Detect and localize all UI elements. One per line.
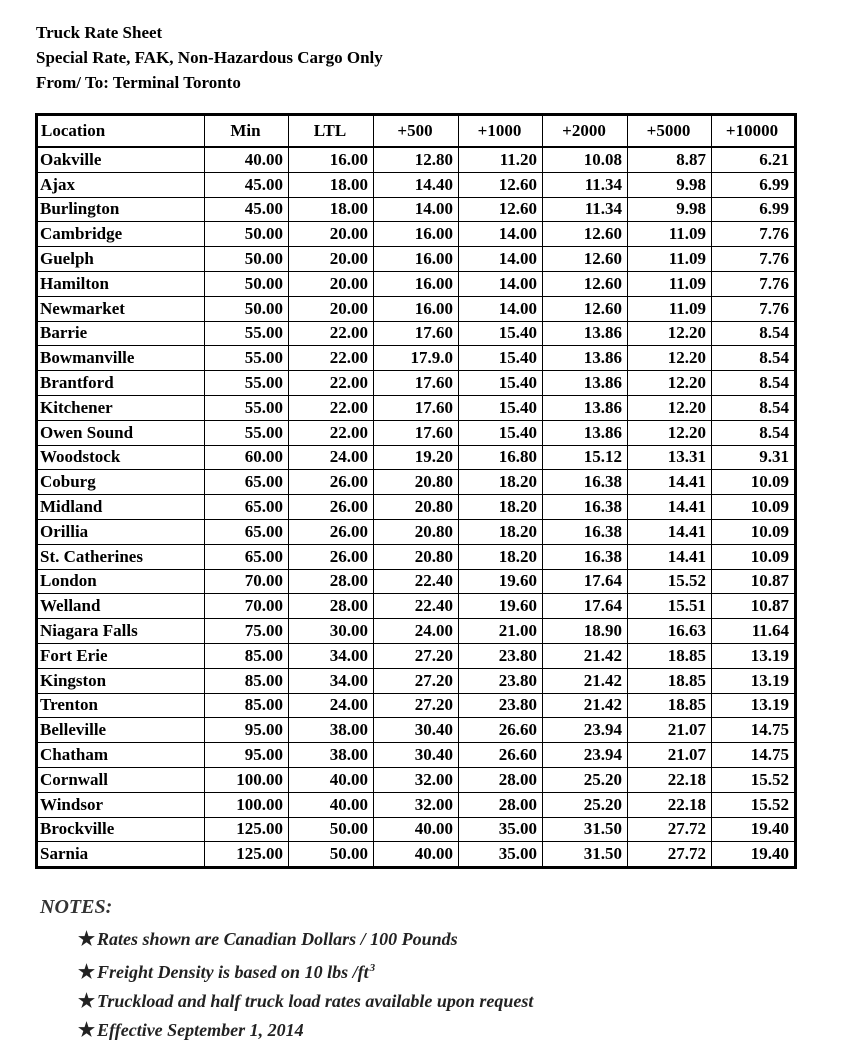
cell-rate-5000: 14.41 bbox=[628, 544, 712, 569]
cell-rate-5000: 9.98 bbox=[628, 197, 712, 222]
cell-rate-500: 32.00 bbox=[374, 767, 459, 792]
document-subtitle: Special Rate, FAK, Non-Hazardous Cargo Only bbox=[36, 48, 383, 67]
star-icon: ★ bbox=[78, 991, 96, 1012]
cell-rate-500: 16.00 bbox=[374, 271, 459, 296]
table-row bbox=[37, 519, 796, 544]
cell-min: 70.00 bbox=[205, 569, 289, 594]
cell-ltl: 40.00 bbox=[289, 792, 374, 817]
cell-location: Kitchener bbox=[37, 395, 205, 420]
cell-rate-5000: 15.51 bbox=[628, 594, 712, 619]
cell-location: Brockville bbox=[37, 817, 205, 842]
cell-ltl: 22.00 bbox=[289, 371, 374, 396]
star-icon: ★ bbox=[78, 1020, 96, 1041]
cell-rate-2000: 23.94 bbox=[543, 743, 628, 768]
cell-rate-10000: 6.99 bbox=[712, 197, 796, 222]
cell-rate-1000: 26.60 bbox=[459, 718, 543, 743]
table-row bbox=[37, 619, 796, 644]
cell-rate-500: 12.80 bbox=[374, 147, 459, 172]
cell-rate-10000: 7.76 bbox=[712, 247, 796, 272]
cell-min: 125.00 bbox=[205, 817, 289, 842]
table-row bbox=[37, 321, 796, 346]
cell-rate-1000: 19.60 bbox=[459, 569, 543, 594]
cell-ltl: 20.00 bbox=[289, 222, 374, 247]
table-row bbox=[37, 817, 796, 842]
cell-min: 55.00 bbox=[205, 321, 289, 346]
cell-rate-500: 17.60 bbox=[374, 321, 459, 346]
cell-min: 70.00 bbox=[205, 594, 289, 619]
cell-ltl: 38.00 bbox=[289, 718, 374, 743]
notes-title: NOTES: bbox=[40, 896, 113, 918]
table-row bbox=[37, 495, 796, 520]
cell-location: Midland bbox=[37, 495, 205, 520]
cell-min: 55.00 bbox=[205, 371, 289, 396]
cell-rate-1000: 35.00 bbox=[459, 842, 543, 868]
cell-ltl: 34.00 bbox=[289, 668, 374, 693]
cell-location: Trenton bbox=[37, 693, 205, 718]
cell-rate-10000: 10.87 bbox=[712, 594, 796, 619]
cell-rate-2000: 13.86 bbox=[543, 395, 628, 420]
cell-min: 50.00 bbox=[205, 222, 289, 247]
notes-section bbox=[40, 896, 533, 1045]
cell-ltl: 28.00 bbox=[289, 594, 374, 619]
table-row bbox=[37, 842, 796, 868]
cell-min: 85.00 bbox=[205, 643, 289, 668]
cell-location: Bowmanville bbox=[37, 346, 205, 371]
cell-location: Niagara Falls bbox=[37, 619, 205, 644]
column-header-5000: +5000 bbox=[628, 115, 712, 148]
cell-min: 65.00 bbox=[205, 519, 289, 544]
column-header-min: Min bbox=[205, 115, 289, 148]
cell-rate-1000: 14.00 bbox=[459, 222, 543, 247]
cell-rate-5000: 8.87 bbox=[628, 147, 712, 172]
cell-rate-10000: 13.19 bbox=[712, 668, 796, 693]
cell-rate-5000: 21.07 bbox=[628, 743, 712, 768]
cell-rate-5000: 11.09 bbox=[628, 247, 712, 272]
cell-location: Oakville bbox=[37, 147, 205, 172]
cell-rate-2000: 12.60 bbox=[543, 247, 628, 272]
cell-ltl: 24.00 bbox=[289, 445, 374, 470]
cell-rate-10000: 11.64 bbox=[712, 619, 796, 644]
cell-ltl: 26.00 bbox=[289, 519, 374, 544]
cell-location: Fort Erie bbox=[37, 643, 205, 668]
cell-rate-2000: 13.86 bbox=[543, 371, 628, 396]
cell-rate-5000: 15.52 bbox=[628, 569, 712, 594]
table-row bbox=[37, 693, 796, 718]
document-header bbox=[36, 20, 383, 95]
cell-rate-5000: 12.20 bbox=[628, 395, 712, 420]
cell-min: 55.00 bbox=[205, 395, 289, 420]
cell-rate-500: 27.20 bbox=[374, 668, 459, 693]
cell-ltl: 28.00 bbox=[289, 569, 374, 594]
cell-rate-10000: 8.54 bbox=[712, 420, 796, 445]
cell-rate-10000: 13.19 bbox=[712, 693, 796, 718]
note-text: Freight Density is based on 10 lbs /ft bbox=[97, 962, 369, 982]
cell-rate-5000: 14.41 bbox=[628, 470, 712, 495]
table-row bbox=[37, 445, 796, 470]
cell-location: Cornwall bbox=[37, 767, 205, 792]
cell-rate-5000: 12.20 bbox=[628, 321, 712, 346]
cell-location: Brantford bbox=[37, 371, 205, 396]
cell-location: St. Catherines bbox=[37, 544, 205, 569]
rate-table-body bbox=[37, 147, 796, 868]
cell-rate-1000: 12.60 bbox=[459, 197, 543, 222]
cell-rate-10000: 8.54 bbox=[712, 371, 796, 396]
cell-rate-5000: 18.85 bbox=[628, 693, 712, 718]
cell-ltl: 38.00 bbox=[289, 743, 374, 768]
cell-ltl: 22.00 bbox=[289, 346, 374, 371]
cell-rate-1000: 23.80 bbox=[459, 643, 543, 668]
cell-rate-1000: 26.60 bbox=[459, 743, 543, 768]
cell-rate-10000: 6.99 bbox=[712, 172, 796, 197]
cell-rate-1000: 16.80 bbox=[459, 445, 543, 470]
cell-rate-10000: 10.87 bbox=[712, 569, 796, 594]
cell-rate-5000: 14.41 bbox=[628, 495, 712, 520]
column-header-1000: +1000 bbox=[459, 115, 543, 148]
cell-location: Sarnia bbox=[37, 842, 205, 868]
cell-rate-10000: 10.09 bbox=[712, 544, 796, 569]
cell-rate-500: 24.00 bbox=[374, 619, 459, 644]
cell-rate-500: 17.9.0 bbox=[374, 346, 459, 371]
table-row bbox=[37, 767, 796, 792]
document-title: Truck Rate Sheet bbox=[36, 23, 163, 42]
note-text: Truckload and half truck load rates available upon request bbox=[97, 991, 534, 1011]
rate-table bbox=[35, 113, 797, 869]
cell-rate-5000: 12.20 bbox=[628, 371, 712, 396]
cell-rate-2000: 21.42 bbox=[543, 693, 628, 718]
cell-rate-5000: 11.09 bbox=[628, 222, 712, 247]
note-item bbox=[78, 925, 533, 954]
cell-location: Hamilton bbox=[37, 271, 205, 296]
cell-rate-5000: 18.85 bbox=[628, 643, 712, 668]
cell-location: Belleville bbox=[37, 718, 205, 743]
cell-rate-2000: 25.20 bbox=[543, 767, 628, 792]
table-row bbox=[37, 569, 796, 594]
cell-rate-1000: 14.00 bbox=[459, 271, 543, 296]
cell-rate-5000: 12.20 bbox=[628, 346, 712, 371]
cell-rate-500: 30.40 bbox=[374, 718, 459, 743]
cell-ltl: 18.00 bbox=[289, 172, 374, 197]
cell-rate-10000: 10.09 bbox=[712, 495, 796, 520]
cell-rate-10000: 19.40 bbox=[712, 817, 796, 842]
cell-rate-10000: 19.40 bbox=[712, 842, 796, 868]
cell-location: Chatham bbox=[37, 743, 205, 768]
cell-rate-5000: 12.20 bbox=[628, 420, 712, 445]
cell-rate-5000: 27.72 bbox=[628, 842, 712, 868]
cell-rate-500: 20.80 bbox=[374, 519, 459, 544]
cell-ltl: 26.00 bbox=[289, 544, 374, 569]
cell-rate-10000: 7.76 bbox=[712, 296, 796, 321]
table-row bbox=[37, 792, 796, 817]
table-row bbox=[37, 395, 796, 420]
cell-rate-5000: 11.09 bbox=[628, 271, 712, 296]
cell-min: 125.00 bbox=[205, 842, 289, 868]
cell-rate-1000: 18.20 bbox=[459, 519, 543, 544]
cell-rate-2000: 21.42 bbox=[543, 668, 628, 693]
cell-rate-2000: 16.38 bbox=[543, 470, 628, 495]
cell-ltl: 40.00 bbox=[289, 767, 374, 792]
cell-rate-2000: 12.60 bbox=[543, 222, 628, 247]
cell-rate-2000: 13.86 bbox=[543, 346, 628, 371]
cell-rate-2000: 11.34 bbox=[543, 172, 628, 197]
cell-location: Woodstock bbox=[37, 445, 205, 470]
cell-min: 60.00 bbox=[205, 445, 289, 470]
table-row bbox=[37, 222, 796, 247]
cell-rate-1000: 15.40 bbox=[459, 371, 543, 396]
cell-min: 45.00 bbox=[205, 197, 289, 222]
cell-ltl: 26.00 bbox=[289, 495, 374, 520]
cell-rate-10000: 15.52 bbox=[712, 792, 796, 817]
cell-rate-10000: 10.09 bbox=[712, 519, 796, 544]
column-header-500: +500 bbox=[374, 115, 459, 148]
cell-ltl: 20.00 bbox=[289, 247, 374, 272]
cell-min: 40.00 bbox=[205, 147, 289, 172]
header-row bbox=[37, 115, 796, 148]
cell-ltl: 18.00 bbox=[289, 197, 374, 222]
cell-min: 65.00 bbox=[205, 495, 289, 520]
cell-rate-2000: 15.12 bbox=[543, 445, 628, 470]
table-row bbox=[37, 271, 796, 296]
star-icon: ★ bbox=[78, 929, 96, 950]
table-row bbox=[37, 594, 796, 619]
cell-rate-500: 27.20 bbox=[374, 693, 459, 718]
cell-rate-1000: 18.20 bbox=[459, 495, 543, 520]
cell-location: Coburg bbox=[37, 470, 205, 495]
cell-min: 85.00 bbox=[205, 668, 289, 693]
cell-rate-500: 14.00 bbox=[374, 197, 459, 222]
cell-min: 50.00 bbox=[205, 271, 289, 296]
cell-rate-2000: 17.64 bbox=[543, 569, 628, 594]
cell-location: London bbox=[37, 569, 205, 594]
cell-min: 45.00 bbox=[205, 172, 289, 197]
cell-location: Windsor bbox=[37, 792, 205, 817]
cell-rate-500: 22.40 bbox=[374, 594, 459, 619]
cell-rate-2000: 18.90 bbox=[543, 619, 628, 644]
cell-rate-5000: 22.18 bbox=[628, 792, 712, 817]
cell-rate-10000: 15.52 bbox=[712, 767, 796, 792]
cell-rate-1000: 35.00 bbox=[459, 817, 543, 842]
cell-ltl: 22.00 bbox=[289, 321, 374, 346]
cell-location: Burlington bbox=[37, 197, 205, 222]
superscript-exponent: 3 bbox=[369, 962, 376, 974]
cell-location: Newmarket bbox=[37, 296, 205, 321]
cell-rate-5000: 22.18 bbox=[628, 767, 712, 792]
cell-rate-5000: 9.98 bbox=[628, 172, 712, 197]
cell-min: 95.00 bbox=[205, 743, 289, 768]
cell-rate-500: 17.60 bbox=[374, 371, 459, 396]
cell-rate-2000: 12.60 bbox=[543, 296, 628, 321]
table-row bbox=[37, 296, 796, 321]
cell-rate-10000: 10.09 bbox=[712, 470, 796, 495]
cell-min: 65.00 bbox=[205, 544, 289, 569]
cell-rate-10000: 8.54 bbox=[712, 395, 796, 420]
cell-ltl: 50.00 bbox=[289, 842, 374, 868]
table-row bbox=[37, 147, 796, 172]
cell-rate-2000: 16.38 bbox=[543, 495, 628, 520]
cell-rate-1000: 15.40 bbox=[459, 395, 543, 420]
cell-rate-2000: 17.64 bbox=[543, 594, 628, 619]
cell-ltl: 20.00 bbox=[289, 296, 374, 321]
cell-rate-2000: 21.42 bbox=[543, 643, 628, 668]
cell-rate-1000: 15.40 bbox=[459, 321, 543, 346]
cell-min: 50.00 bbox=[205, 296, 289, 321]
table-row bbox=[37, 420, 796, 445]
cell-rate-500: 20.80 bbox=[374, 495, 459, 520]
column-header-location: Location bbox=[37, 115, 205, 148]
cell-rate-1000: 14.00 bbox=[459, 296, 543, 321]
cell-ltl: 22.00 bbox=[289, 420, 374, 445]
cell-rate-500: 14.40 bbox=[374, 172, 459, 197]
note-text: Rates shown are Canadian Dollars / 100 Pounds bbox=[97, 929, 458, 949]
cell-min: 100.00 bbox=[205, 792, 289, 817]
table-row bbox=[37, 544, 796, 569]
cell-rate-1000: 28.00 bbox=[459, 767, 543, 792]
cell-rate-2000: 11.34 bbox=[543, 197, 628, 222]
cell-rate-1000: 11.20 bbox=[459, 147, 543, 172]
cell-rate-500: 19.20 bbox=[374, 445, 459, 470]
cell-rate-10000: 13.19 bbox=[712, 643, 796, 668]
cell-location: Barrie bbox=[37, 321, 205, 346]
cell-rate-10000: 7.76 bbox=[712, 271, 796, 296]
cell-rate-1000: 23.80 bbox=[459, 693, 543, 718]
cell-rate-2000: 10.08 bbox=[543, 147, 628, 172]
cell-ltl: 30.00 bbox=[289, 619, 374, 644]
cell-ltl: 20.00 bbox=[289, 271, 374, 296]
table-row bbox=[37, 172, 796, 197]
cell-location: Owen Sound bbox=[37, 420, 205, 445]
cell-rate-2000: 31.50 bbox=[543, 842, 628, 868]
cell-rate-1000: 28.00 bbox=[459, 792, 543, 817]
cell-rate-1000: 14.00 bbox=[459, 247, 543, 272]
cell-rate-5000: 16.63 bbox=[628, 619, 712, 644]
cell-rate-2000: 13.86 bbox=[543, 420, 628, 445]
cell-ltl: 24.00 bbox=[289, 693, 374, 718]
cell-rate-5000: 21.07 bbox=[628, 718, 712, 743]
cell-location: Guelph bbox=[37, 247, 205, 272]
cell-rate-2000: 31.50 bbox=[543, 817, 628, 842]
cell-min: 75.00 bbox=[205, 619, 289, 644]
cell-rate-500: 40.00 bbox=[374, 817, 459, 842]
cell-ltl: 26.00 bbox=[289, 470, 374, 495]
cell-rate-10000: 14.75 bbox=[712, 743, 796, 768]
cell-rate-2000: 23.94 bbox=[543, 718, 628, 743]
column-header-10000: +10000 bbox=[712, 115, 796, 148]
origin-line: From/ To: Terminal Toronto bbox=[36, 73, 241, 92]
cell-location: Cambridge bbox=[37, 222, 205, 247]
cell-rate-500: 30.40 bbox=[374, 743, 459, 768]
cell-rate-1000: 15.40 bbox=[459, 420, 543, 445]
note-text: Effective September 1, 2014 bbox=[97, 1020, 304, 1040]
cell-rate-500: 16.00 bbox=[374, 222, 459, 247]
cell-rate-2000: 16.38 bbox=[543, 544, 628, 569]
cell-rate-500: 20.80 bbox=[374, 544, 459, 569]
table-row bbox=[37, 643, 796, 668]
cell-rate-500: 17.60 bbox=[374, 395, 459, 420]
cell-rate-1000: 18.20 bbox=[459, 470, 543, 495]
cell-rate-5000: 13.31 bbox=[628, 445, 712, 470]
note-item bbox=[78, 954, 533, 987]
table-row bbox=[37, 470, 796, 495]
cell-min: 85.00 bbox=[205, 693, 289, 718]
cell-location: Welland bbox=[37, 594, 205, 619]
cell-location: Kingston bbox=[37, 668, 205, 693]
cell-rate-500: 40.00 bbox=[374, 842, 459, 868]
cell-rate-10000: 7.76 bbox=[712, 222, 796, 247]
cell-rate-500: 22.40 bbox=[374, 569, 459, 594]
cell-rate-5000: 11.09 bbox=[628, 296, 712, 321]
cell-min: 55.00 bbox=[205, 346, 289, 371]
cell-rate-2000: 13.86 bbox=[543, 321, 628, 346]
cell-rate-500: 17.60 bbox=[374, 420, 459, 445]
cell-rate-1000: 23.80 bbox=[459, 668, 543, 693]
cell-rate-10000: 8.54 bbox=[712, 346, 796, 371]
cell-ltl: 22.00 bbox=[289, 395, 374, 420]
star-icon: ★ bbox=[78, 962, 96, 983]
cell-rate-10000: 8.54 bbox=[712, 321, 796, 346]
column-header-ltl: LTL bbox=[289, 115, 374, 148]
cell-rate-1000: 18.20 bbox=[459, 544, 543, 569]
cell-rate-5000: 18.85 bbox=[628, 668, 712, 693]
cell-rate-10000: 6.21 bbox=[712, 147, 796, 172]
cell-rate-500: 16.00 bbox=[374, 296, 459, 321]
note-item bbox=[78, 987, 533, 1016]
cell-min: 100.00 bbox=[205, 767, 289, 792]
table-row bbox=[37, 718, 796, 743]
cell-rate-5000: 27.72 bbox=[628, 817, 712, 842]
cell-rate-5000: 14.41 bbox=[628, 519, 712, 544]
cell-min: 65.00 bbox=[205, 470, 289, 495]
cell-rate-1000: 19.60 bbox=[459, 594, 543, 619]
cell-rate-10000: 14.75 bbox=[712, 718, 796, 743]
cell-rate-2000: 12.60 bbox=[543, 271, 628, 296]
table-row bbox=[37, 743, 796, 768]
cell-rate-1000: 21.00 bbox=[459, 619, 543, 644]
table-row bbox=[37, 197, 796, 222]
cell-rate-500: 32.00 bbox=[374, 792, 459, 817]
table-row bbox=[37, 247, 796, 272]
cell-location: Ajax bbox=[37, 172, 205, 197]
cell-rate-1000: 15.40 bbox=[459, 346, 543, 371]
cell-ltl: 16.00 bbox=[289, 147, 374, 172]
cell-ltl: 50.00 bbox=[289, 817, 374, 842]
cell-ltl: 34.00 bbox=[289, 643, 374, 668]
table-row bbox=[37, 346, 796, 371]
cell-min: 50.00 bbox=[205, 247, 289, 272]
column-header-2000: +2000 bbox=[543, 115, 628, 148]
cell-min: 55.00 bbox=[205, 420, 289, 445]
cell-rate-1000: 12.60 bbox=[459, 172, 543, 197]
cell-rate-500: 27.20 bbox=[374, 643, 459, 668]
table-row bbox=[37, 371, 796, 396]
cell-rate-500: 20.80 bbox=[374, 470, 459, 495]
cell-rate-2000: 16.38 bbox=[543, 519, 628, 544]
cell-min: 95.00 bbox=[205, 718, 289, 743]
cell-rate-2000: 25.20 bbox=[543, 792, 628, 817]
note-item bbox=[78, 1016, 533, 1045]
cell-rate-500: 16.00 bbox=[374, 247, 459, 272]
cell-location: Orillia bbox=[37, 519, 205, 544]
cell-rate-10000: 9.31 bbox=[712, 445, 796, 470]
table-row bbox=[37, 668, 796, 693]
